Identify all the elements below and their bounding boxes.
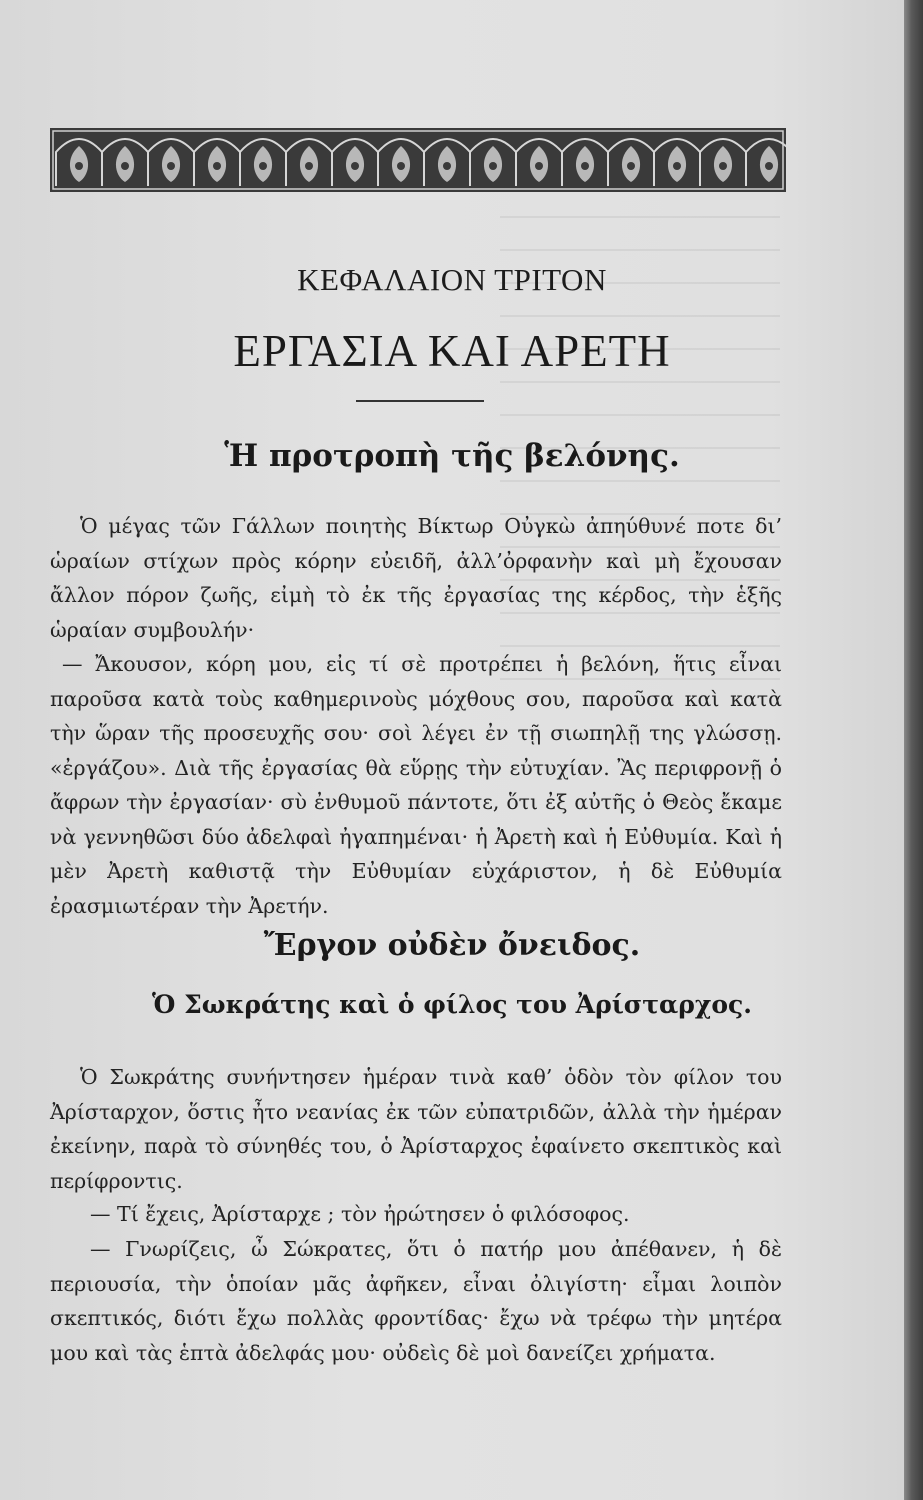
- divider-rule: [356, 400, 484, 402]
- ornamental-headpiece-icon: [50, 128, 786, 192]
- paragraph: Ὁ Σωκράτης συνήντησεν ἡμέραν τινὰ καθ’ ὁδὸν τὸν φίλον του Ἀρίσταρχον, ὅστις ἦτο νεανίας ἐκ τῶν εὐπατριδῶν, ἀλλὰ τὴν ἡμέραν ἐκείνην, παρὰ τὸ σύνηθές του, ὁ Ἀρίσταρχος ἐφαίνετο σκεπτικὸς καὶ περίφροντις.: [50, 1065, 782, 1193]
- paragraph: — Γνωρίζεις, ὦ Σώκρατες, ὅτι ὁ πατήρ μου ἀπέθανεν, ἡ δὲ περιουσία, τὴν ὁποίαν μᾶς ἀφῆκεν, εἶναι ὀλιγίστη· εἶμαι λοιπὸν σκεπτικός, διότι ἔχω πολλὰς φροντίδας· ἔχω νὰ τρέφω τὴν μητέρα μου καὶ τὰς ἑπτὰ ἀδελφάς μου· οὐδεὶς δὲ μοὶ δανείζει χρήματα.: [50, 1237, 782, 1365]
- paragraph: — Τί ἔχεις, Ἀρίσταρχε ; τὸν ἠρώτησεν ὁ φιλόσοφος.: [90, 1202, 630, 1226]
- section-heading: Ἡ προτροπὴ τῆς βελόνης.: [224, 438, 680, 474]
- paragraph: Ὁ μέγας τῶν Γάλλων ποιητὴς Βίκτωρ Οὐγκὼ ἀπηύθυνέ ποτε δι’ ὡραίων στίχων πρὸς κόρην εὐειδῆ, ἀλλ’ὀρφανὴν καὶ μὴ ἔχουσαν ἄλλον πόρον ζωῆς, εἰμὴ τὸ ἐκ τῆς ἐργασίας της κέρδος, τὴν ἑξῆς ὡραίαν συμβουλήν·: [50, 514, 782, 642]
- paragraph: — Ἄκουσον, κόρη μου, εἰς τί σὲ προτρέπει ἡ βελόνη, ἥτις εἶναι παροῦσα κατὰ τοὺς καθημερινοὺς μόχθους σου, παροῦσα καὶ κατὰ τὴν ὥραν τῆς προσευχῆς σου· σοὶ λέγει ἐν τῇ σιωπηλῇ της γλώσσῃ. «ἐργάζου». Διὰ τῆς ἐργασίας θὰ εὕρῃς τὴν εὐτυχίαν. Ἂς περιφρονῇ ὁ ἄφρων τὴν ἐργασίαν· σὺ ἐνθυμοῦ πάντοτε, ὅτι ἐξ αὐτῆς ὁ Θεὸς ἔκαμε νὰ γεννηθῶσι δύο ἀδελφαὶ ἠγαπημέναι· ἡ Ἀρετὴ καὶ ἡ Εὐθυμία. Καὶ ἡ μὲν Ἀρετὴ καθιστᾷ τὴν Εὐθυμίαν εὐχάριστον, ἡ δὲ Εὐθυμία ἐρασμιωτέραν τὴν Ἀρετήν.: [50, 652, 782, 918]
- page-edge: [904, 0, 923, 1500]
- chapter-title: ΕΡΓΑΣΙΑ ΚΑΙ ΑΡΕΤΗ: [233, 326, 671, 376]
- chapter-number: ΚΕΦΑΛΑΙΟΝ ΤΡΙΤΟΝ: [297, 262, 607, 297]
- section-subheading: Ὁ Σωκράτης καὶ ὁ φίλος του Ἀρίσταρχος.: [152, 990, 752, 1019]
- section-heading: Ἔργον οὐδὲν ὄνειδος.: [263, 928, 641, 963]
